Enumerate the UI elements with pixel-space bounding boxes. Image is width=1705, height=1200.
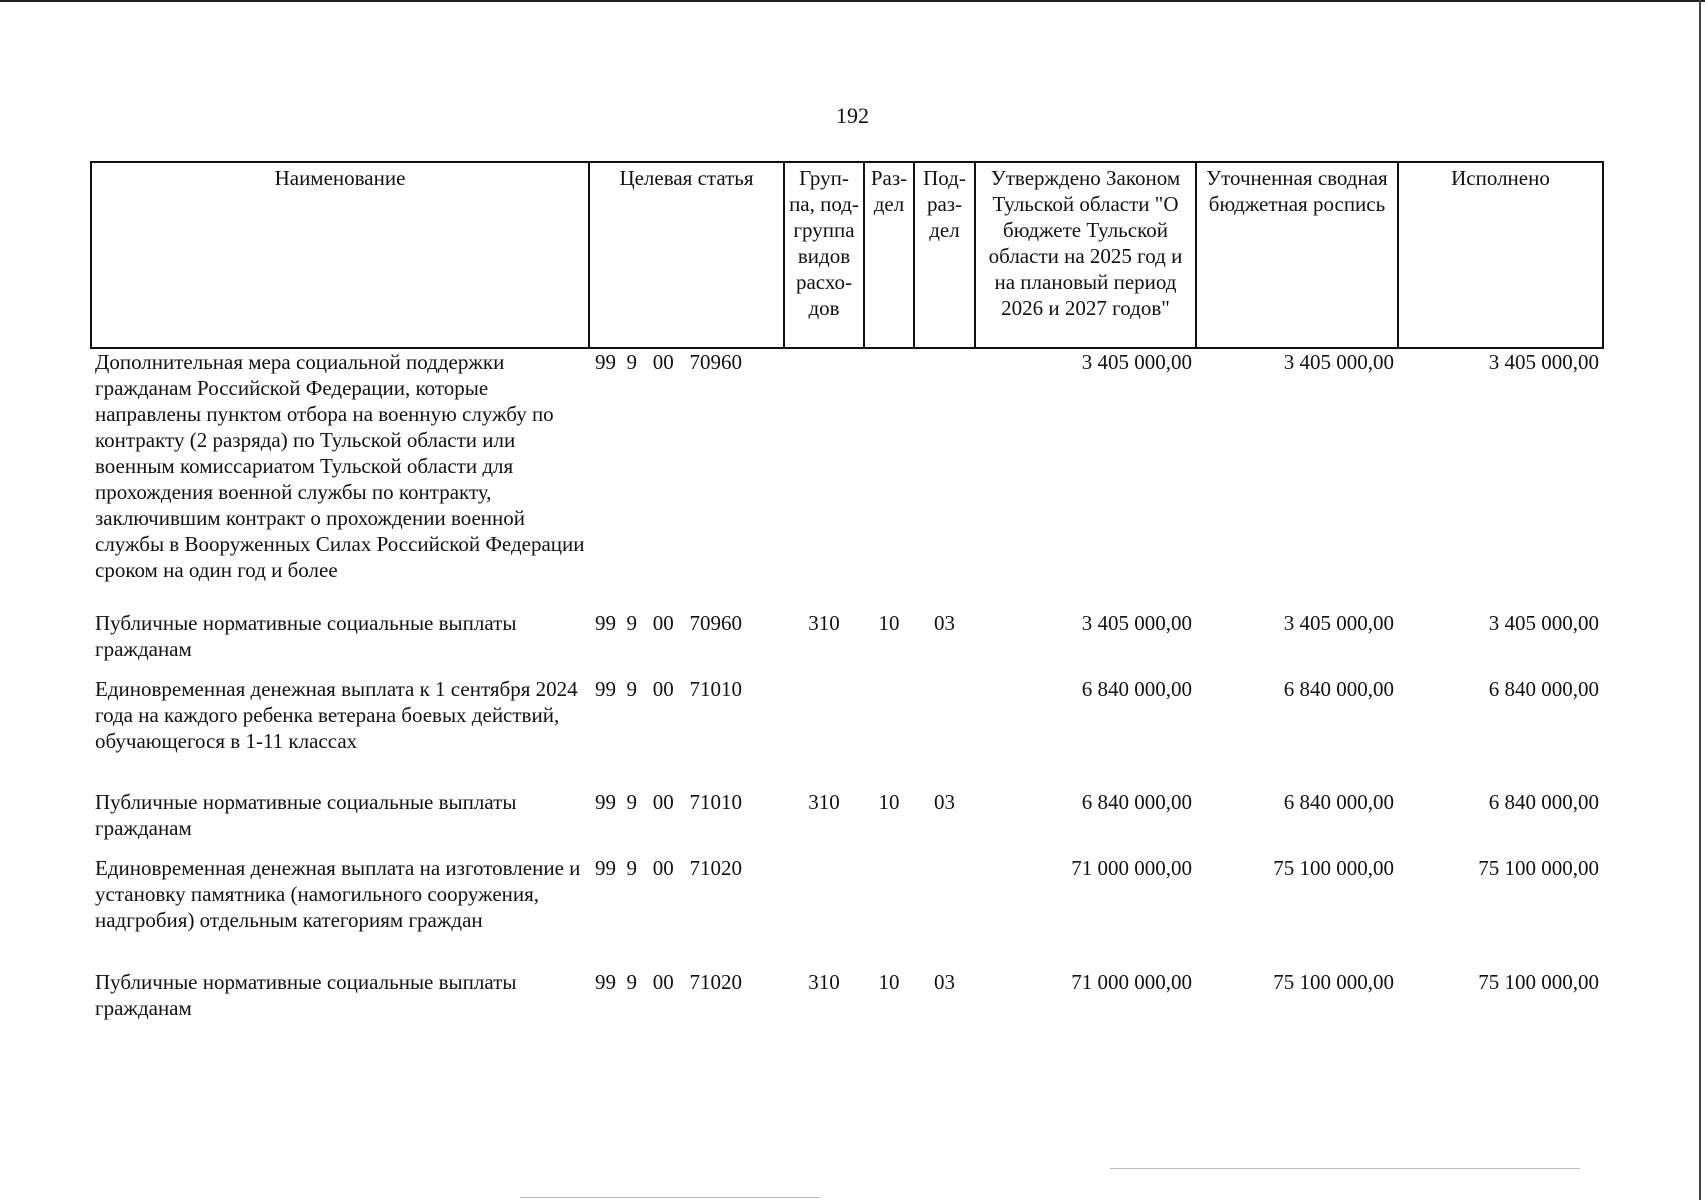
scan-artifact xyxy=(520,1197,820,1198)
row-name: Публичные нормативные социальные выплаты гражданам xyxy=(95,611,517,661)
row-section xyxy=(864,676,914,789)
table-row xyxy=(91,855,1603,969)
scan-right-border xyxy=(1699,0,1701,1200)
row-expense-group: 310 xyxy=(808,790,840,814)
table-body xyxy=(91,348,1603,1029)
row-executed-amount: 6 840 000,00 xyxy=(1488,677,1599,701)
row-section: 10 xyxy=(878,611,900,635)
row-expense-group xyxy=(784,855,864,969)
row-executed-amount: 6 840 000,00 xyxy=(1488,790,1599,814)
row-subsection xyxy=(914,348,975,610)
table-header xyxy=(91,162,1603,348)
header-row xyxy=(91,162,1603,348)
row-subsection xyxy=(914,855,975,969)
row-executed-amount: 75 100 000,00 xyxy=(1478,856,1599,880)
table-row xyxy=(91,676,1603,789)
row-executed-amount: 3 405 000,00 xyxy=(1488,611,1599,635)
table-row xyxy=(91,348,1603,610)
budget-table xyxy=(90,161,1604,1029)
row-refined-amount: 3 405 000,00 xyxy=(1283,350,1394,374)
row-approved-amount: 3 405 000,00 xyxy=(1081,611,1192,635)
row-subsection: 03 xyxy=(934,611,955,635)
page-number: 192 xyxy=(836,103,869,128)
scan-artifact xyxy=(1110,1168,1580,1169)
row-section xyxy=(864,855,914,969)
row-approved-amount: 6 840 000,00 xyxy=(1081,790,1192,814)
header-expense-group: Груп-па, под-группа видов расхо-дов xyxy=(784,162,864,348)
row-expense-group xyxy=(784,676,864,789)
row-refined-amount: 6 840 000,00 xyxy=(1283,790,1394,814)
header-executed: Исполнено xyxy=(1398,162,1603,348)
scan-top-border xyxy=(0,0,1705,2)
row-expense-group: 310 xyxy=(808,970,840,994)
row-refined-amount: 75 100 000,00 xyxy=(1273,856,1394,880)
row-target-article: 99 9 00 71020 xyxy=(595,970,742,994)
row-name: Публичные нормативные социальные выплаты гражданам xyxy=(95,970,517,1020)
row-section: 10 xyxy=(878,970,900,994)
row-name: Единовременная денежная выплата на изготовление и установку памятника (намогильного сооружения, надгробия) отдельным категориям граждан xyxy=(95,856,581,932)
row-section: 10 xyxy=(878,790,900,814)
row-approved-amount: 71 000 000,00 xyxy=(1071,856,1192,880)
header-refined: Уточненная сводная бюджетная роспись xyxy=(1196,162,1398,348)
row-target-article: 99 9 00 71010 xyxy=(595,790,742,814)
row-expense-group xyxy=(784,348,864,610)
table-row xyxy=(91,789,1603,855)
row-refined-amount: 3 405 000,00 xyxy=(1283,611,1394,635)
row-approved-amount: 3 405 000,00 xyxy=(1081,350,1192,374)
row-name: Единовременная денежная выплата к 1 сентября 2024 года на каждого ребенка ветерана боевых действий, обучающегося в 1-11 классах xyxy=(95,677,578,753)
row-section xyxy=(864,348,914,610)
row-target-article: 99 9 00 70960 xyxy=(595,611,742,635)
row-name: Публичные нормативные социальные выплаты гражданам xyxy=(95,790,517,840)
row-name: Дополнительная мера социальной поддержки гражданам Российской Федерации, которые направлены пунктом отбора на военную службу по контракту (2 разряда) по Тульской области или военным комиссариатом Тульской области для прохождения военной службы по контракту, заключившим контракт о прохождении военной службы в Вооруженных Силах Российской Федерации сроком на один год и более xyxy=(95,350,585,582)
header-subsection: Под-раз-дел xyxy=(914,162,975,348)
table-row xyxy=(91,969,1603,1029)
header-section: Раз-дел xyxy=(864,162,914,348)
row-approved-amount: 6 840 000,00 xyxy=(1081,677,1192,701)
row-target-article: 99 9 00 71020 xyxy=(595,856,742,880)
header-target-article: Целевая статья xyxy=(589,162,784,348)
row-executed-amount: 75 100 000,00 xyxy=(1478,970,1599,994)
row-refined-amount: 75 100 000,00 xyxy=(1273,970,1394,994)
row-subsection xyxy=(914,676,975,789)
row-approved-amount: 71 000 000,00 xyxy=(1071,970,1192,994)
row-subsection: 03 xyxy=(934,790,955,814)
table-row xyxy=(91,610,1603,676)
row-executed-amount: 3 405 000,00 xyxy=(1488,350,1599,374)
header-approved: Утверждено Законом Тульской области "О бюджете Тульской области на 2025 год и на плановый период 2026 и 2027 годов" xyxy=(975,162,1196,348)
row-target-article: 99 9 00 71010 xyxy=(595,677,742,701)
row-refined-amount: 6 840 000,00 xyxy=(1283,677,1394,701)
row-target-article: 99 9 00 70960 xyxy=(595,350,742,374)
header-name: Наименование xyxy=(91,162,589,348)
row-expense-group: 310 xyxy=(808,611,840,635)
row-subsection: 03 xyxy=(934,970,955,994)
